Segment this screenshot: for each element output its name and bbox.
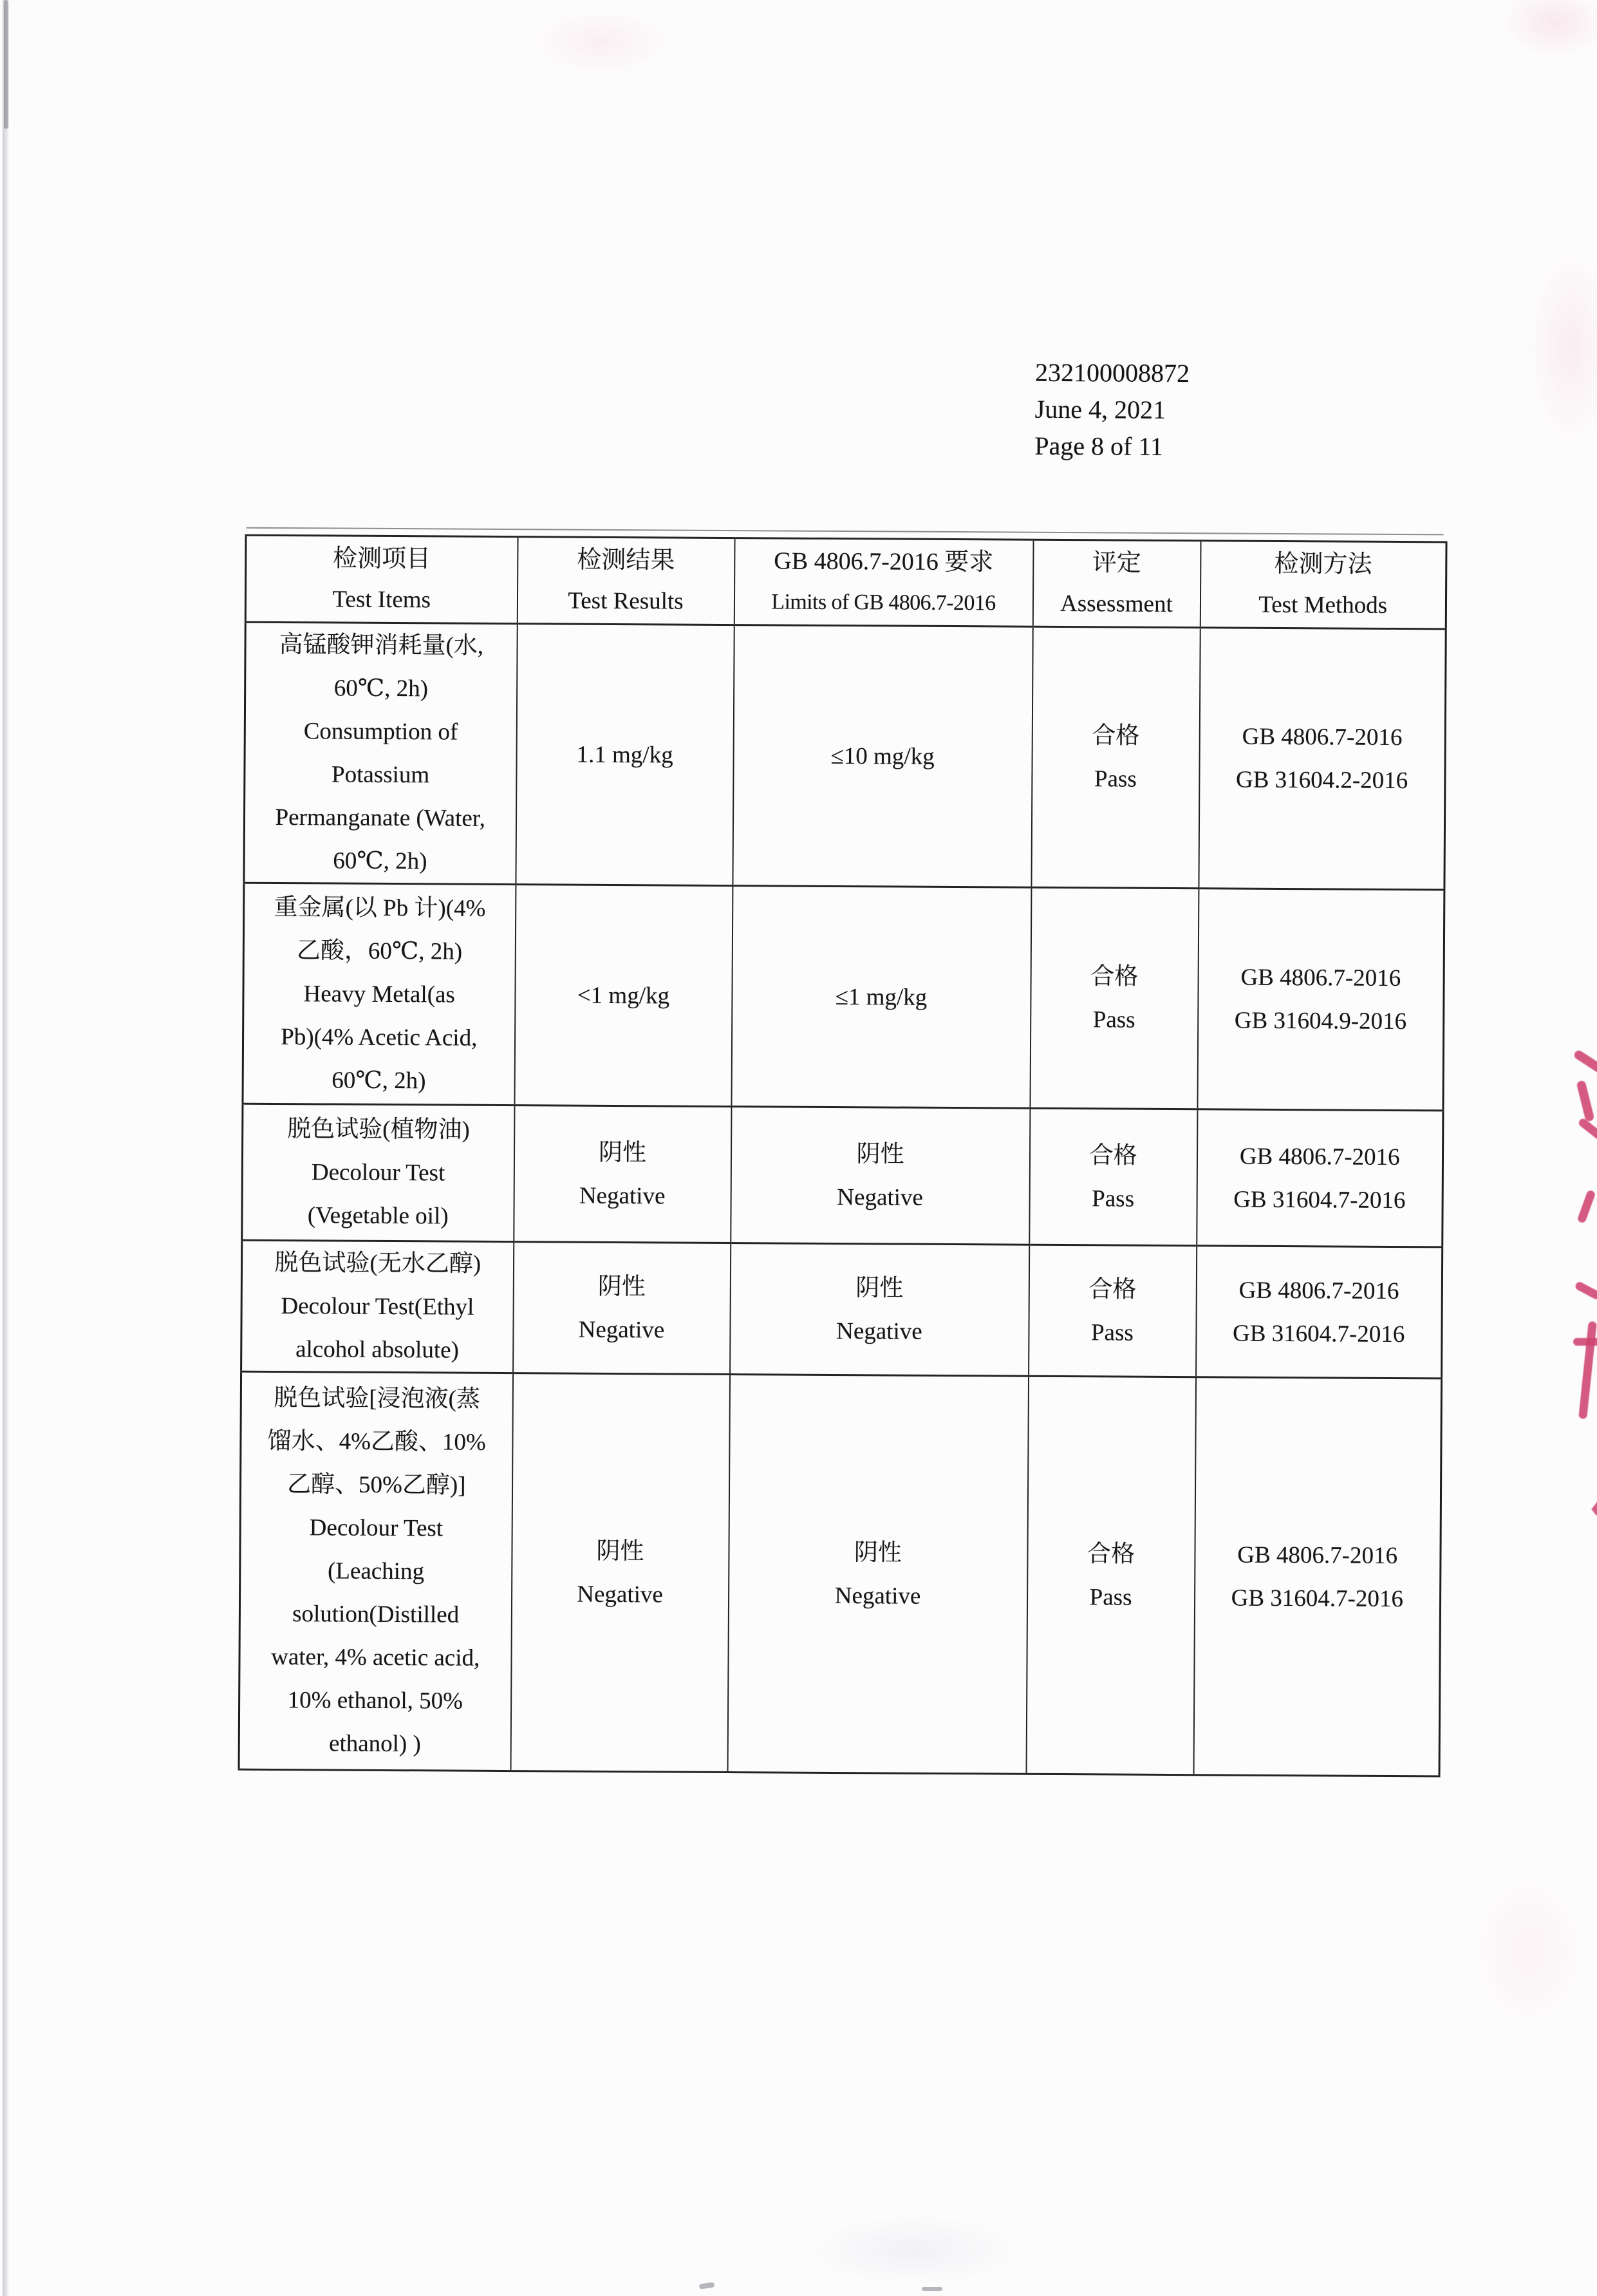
test-result-cell: 阴性 Negative	[510, 1373, 730, 1773]
assessment-cell: 合格 Pass	[1029, 1108, 1197, 1245]
column-header-5: 检测方法 Test Methods	[1200, 541, 1446, 629]
test-result-cell: 1.1 mg/kg	[516, 624, 734, 886]
document-header	[1034, 354, 1190, 465]
limit-cell: 阴性 Negative	[731, 1107, 1030, 1245]
test-item-cell: 脱色试验(无水乙醇) Decolour Test(Ethyl alcohol absolute)	[241, 1240, 514, 1373]
assessment-cell: 合格 Pass	[1029, 1245, 1197, 1377]
limit-cell: ≤1 mg/kg	[731, 886, 1031, 1109]
test-result-cell: 阴性 Negative	[513, 1242, 731, 1375]
test-item-cell: 脱色试验(植物油) Decolour Test (Vegetable oil)	[242, 1104, 514, 1241]
test-result-cell: 阴性 Negative	[514, 1106, 731, 1243]
test-method-cell: GB 4806.7-2016 GB 31604.2-2016	[1199, 628, 1446, 890]
test-method-cell: GB 4806.7-2016 GB 31604.7-2016	[1197, 1109, 1443, 1247]
test-item-cell: 脱色试验[浸泡液(蒸 馏水、4%乙酸、10% 乙醇、50%乙醇)] Decolour Test (Leaching solution(Distilled water, 4% acetic acid, 10% ethanol, 50% ethanol) )	[239, 1371, 513, 1771]
test-result-cell: <1 mg/kg	[514, 885, 733, 1107]
table-header-row	[245, 535, 1446, 629]
column-header-4: 评定 Assessment	[1032, 540, 1200, 627]
test-results-table	[238, 534, 1448, 1778]
test-item-cell: 高锰酸钾消耗量(水, 60℃, 2h) Consumption of Potassium Permanganate (Water, 60℃, 2h)	[244, 622, 517, 884]
table-row	[243, 883, 1444, 1111]
test-item-cell: 重金属(以 Pb 计)(4% 乙酸，60℃, 2h) Heavy Metal(as Pb)(4% Acetic Acid, 60℃, 2h)	[243, 883, 516, 1105]
test-method-cell: GB 4806.7-2016 GB 31604.9-2016	[1197, 889, 1444, 1111]
table-top-ghost-line	[247, 527, 1444, 536]
limit-cell: 阴性 Negative	[727, 1375, 1029, 1774]
page-indicator: Page 8 of 11	[1034, 431, 1164, 461]
assessment-cell: 合格 Pass	[1031, 626, 1200, 888]
test-method-cell: GB 4806.7-2016 GB 31604.7-2016	[1196, 1246, 1443, 1379]
report-date: June 4, 2021	[1034, 394, 1166, 424]
test-method-cell: GB 4806.7-2016 GB 31604.7-2016	[1193, 1377, 1442, 1776]
limit-cell: ≤10 mg/kg	[733, 625, 1032, 888]
limit-cell: 阴性 Negative	[730, 1243, 1029, 1377]
table-row	[244, 622, 1446, 890]
table-row	[241, 1240, 1443, 1379]
assessment-cell: 合格 Pass	[1030, 887, 1199, 1109]
column-header-2: 检测结果 Test Results	[517, 537, 734, 625]
assessment-cell: 合格 Pass	[1026, 1376, 1196, 1774]
scan-smudge	[922, 2287, 942, 2291]
column-header-3: GB 4806.7-2016 要求 Limits of GB 4806.7-2016	[734, 538, 1033, 627]
report-number: 232100008872	[1034, 357, 1190, 388]
table-row	[239, 1371, 1442, 1776]
table-row	[242, 1104, 1443, 1247]
column-header-1: 检测项目 Test Items	[245, 535, 518, 623]
